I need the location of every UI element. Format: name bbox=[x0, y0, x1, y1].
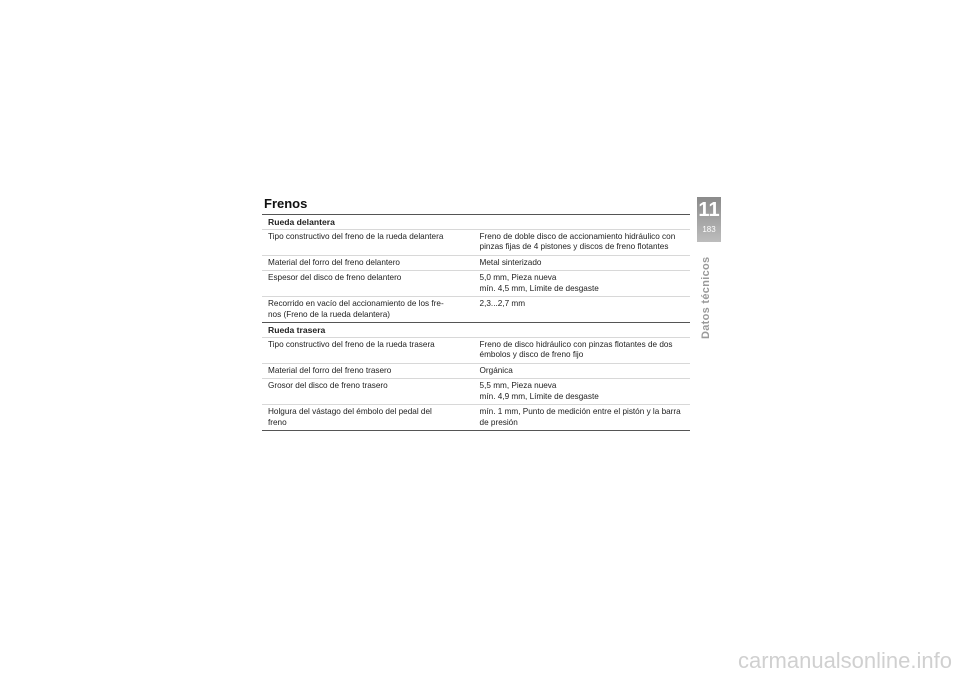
table-row bbox=[262, 379, 690, 405]
section-title: Frenos bbox=[264, 196, 308, 211]
table-row bbox=[262, 297, 690, 323]
spec-label: Tipo constructivo del freno de la rueda delantera bbox=[262, 229, 474, 255]
table-row bbox=[262, 405, 690, 431]
spec-value: 5,5 mm, Pieza nueva mín. 4,9 mm, Límite de desgaste bbox=[474, 379, 690, 405]
table-row bbox=[262, 337, 690, 363]
spec-label: Espesor del disco de freno delantero bbox=[262, 271, 474, 297]
spec-value: mín. 1 mm, Punto de medición entre el pistón y la barra de presión bbox=[474, 405, 690, 431]
table-row bbox=[262, 255, 690, 271]
spec-value: 2,3...2,7 mm bbox=[474, 297, 690, 323]
spec-value: Metal sinterizado bbox=[474, 255, 690, 271]
rear-wheel-header: Rueda trasera bbox=[262, 323, 690, 338]
front-wheel-header-row bbox=[262, 215, 690, 230]
spec-label: Recorrido en vacío del accionamiento de los fre- nos (Freno de la rueda delantera) bbox=[262, 297, 474, 323]
spec-label: Grosor del disco de freno trasero bbox=[262, 379, 474, 405]
chapter-tab bbox=[697, 197, 721, 242]
front-wheel-header: Rueda delantera bbox=[262, 215, 690, 230]
table-row bbox=[262, 229, 690, 255]
spec-value: Orgánica bbox=[474, 363, 690, 379]
table-row bbox=[262, 271, 690, 297]
chapter-side-label: Datos técnicos bbox=[700, 256, 712, 339]
spec-label: Holgura del vástago del émbolo del pedal del freno bbox=[262, 405, 474, 431]
brakes-spec-table bbox=[262, 214, 690, 431]
page-number: 183 bbox=[702, 225, 716, 234]
spec-value: Freno de disco hidráulico con pinzas flotantes de dos émbolos y disco de freno fijo bbox=[474, 337, 690, 363]
rear-wheel-header-row bbox=[262, 323, 690, 338]
spec-label: Material del forro del freno trasero bbox=[262, 363, 474, 379]
chapter-number: 11 bbox=[698, 199, 720, 221]
watermark: carmanualsonline.info bbox=[737, 648, 952, 673]
spec-label: Tipo constructivo del freno de la rueda trasera bbox=[262, 337, 474, 363]
table-row bbox=[262, 363, 690, 379]
spec-label: Material del forro del freno delantero bbox=[262, 255, 474, 271]
spec-value: 5,0 mm, Pieza nueva mín. 4,5 mm, Límite de desgaste bbox=[474, 271, 690, 297]
spec-value: Freno de doble disco de accionamiento hidráulico con pinzas fijas de 4 pistones y discos de freno flotantes bbox=[474, 229, 690, 255]
